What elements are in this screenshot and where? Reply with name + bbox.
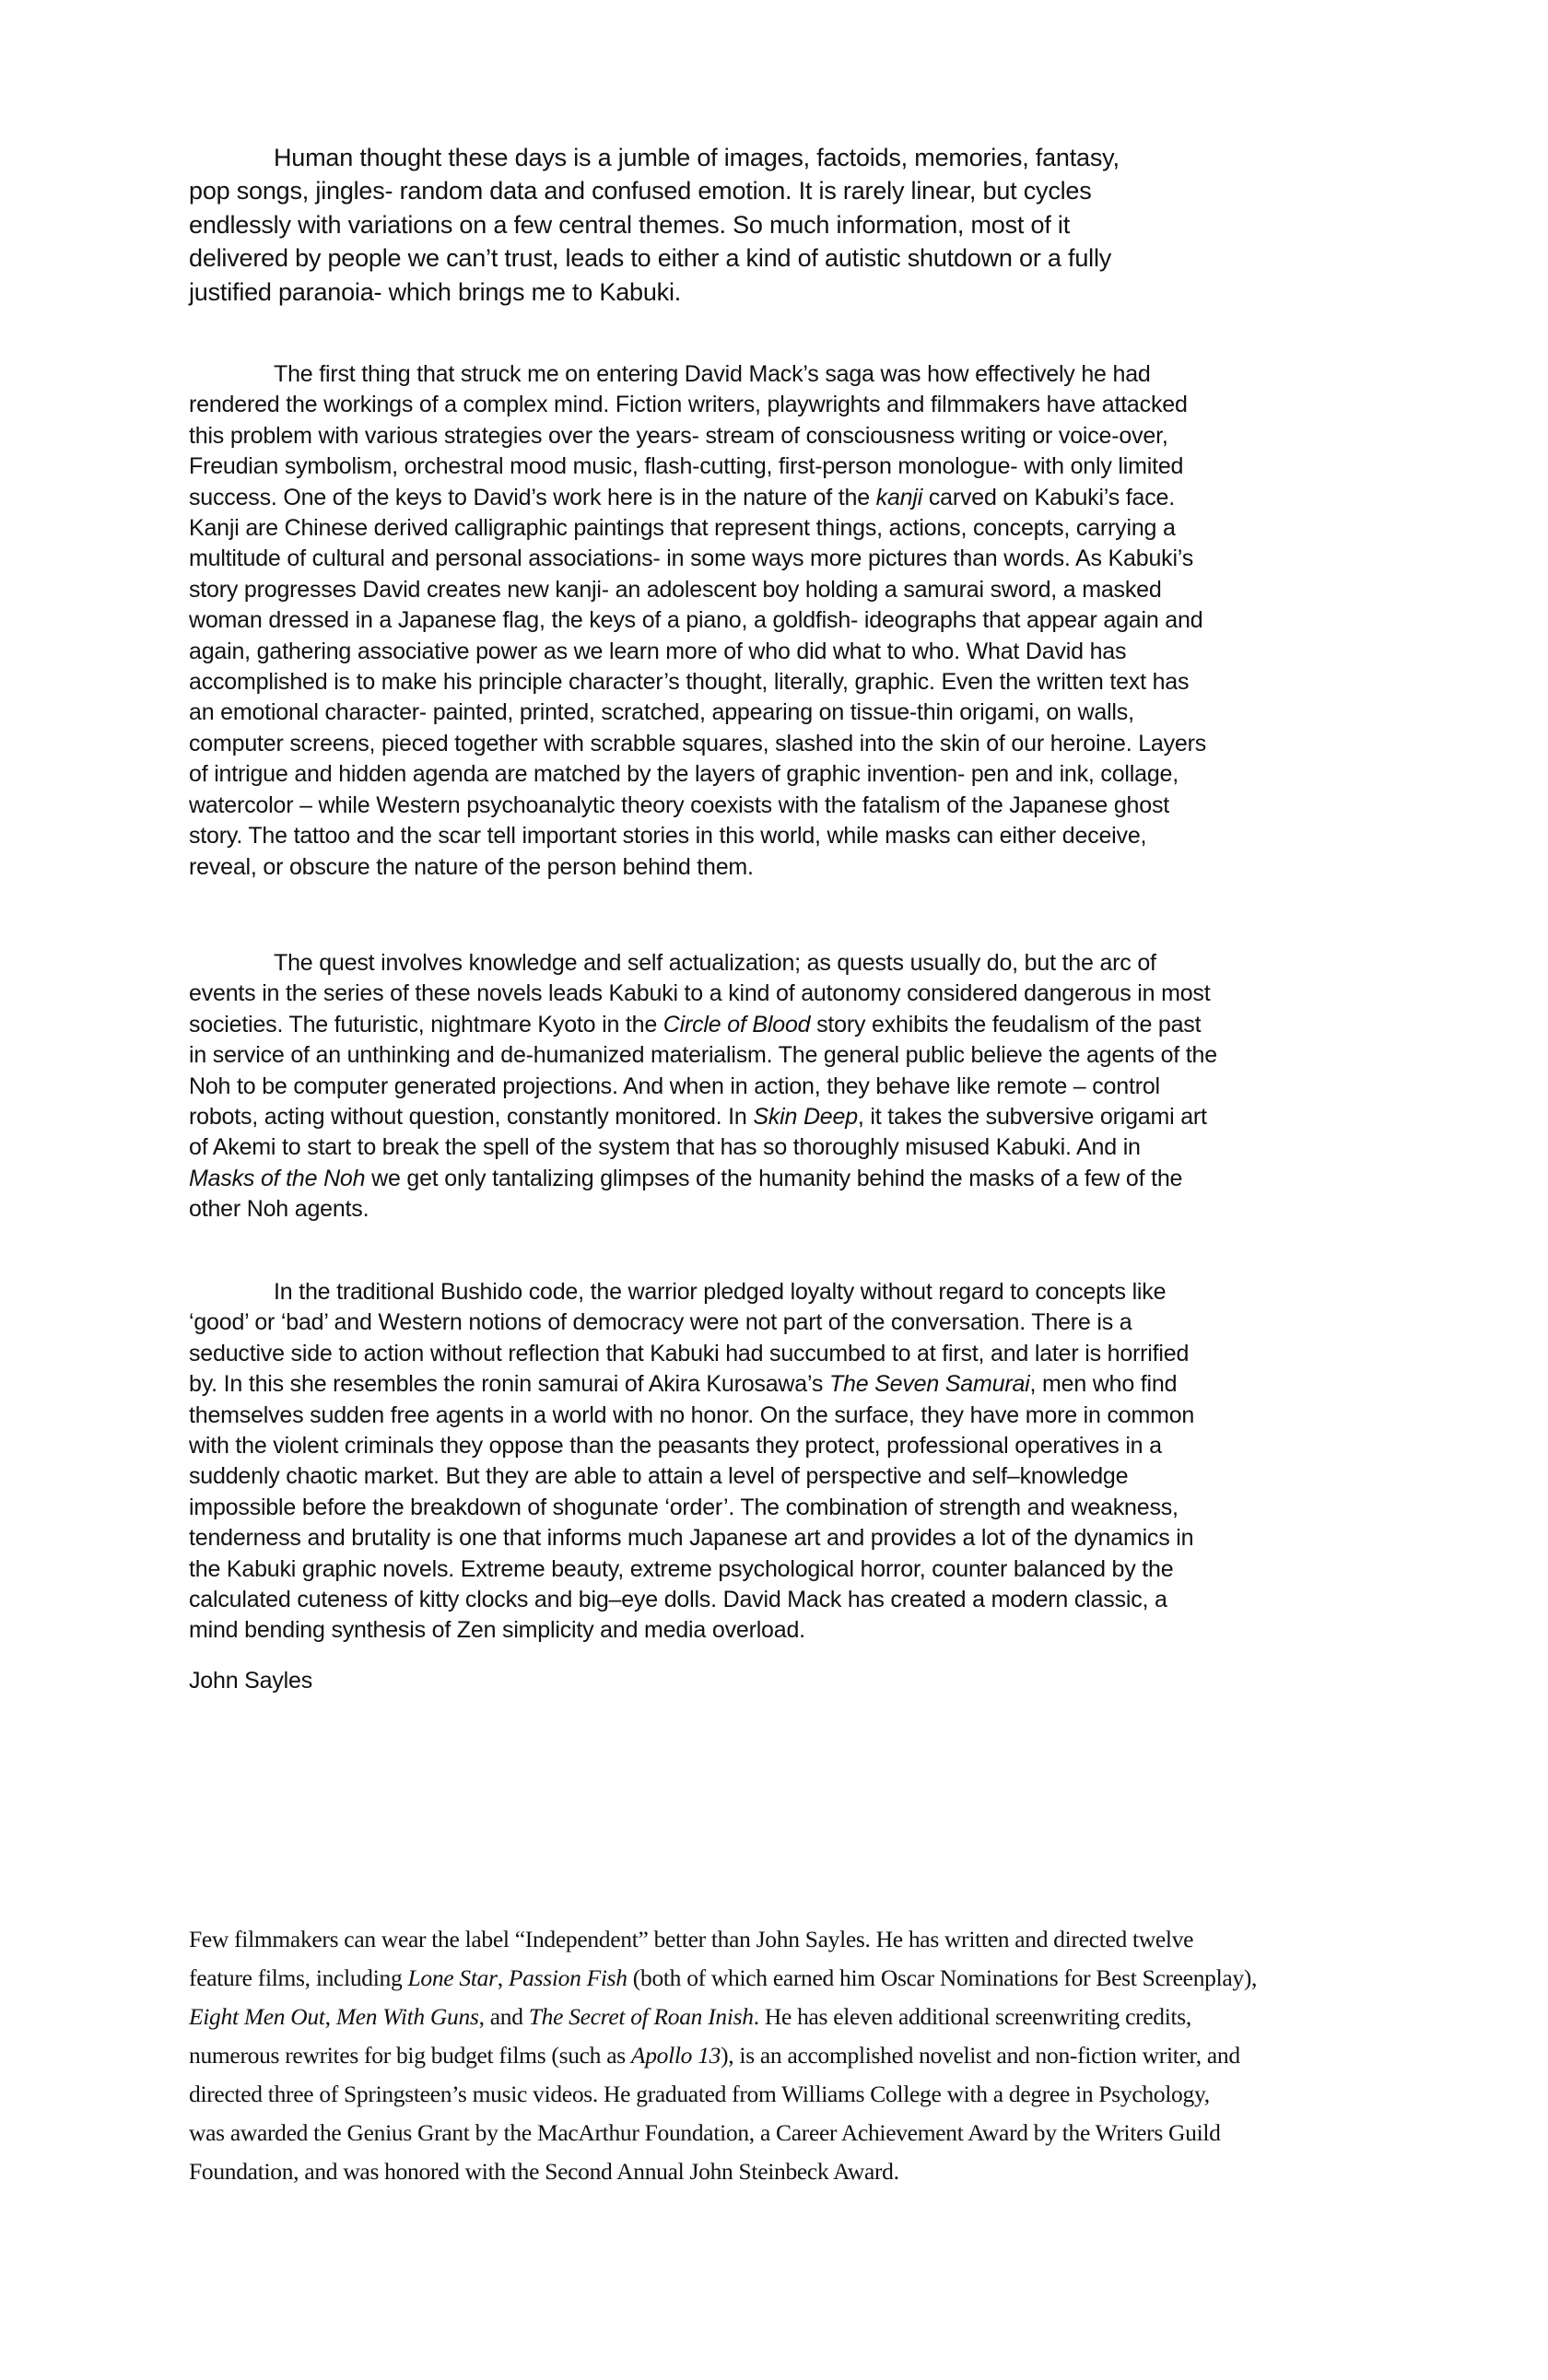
- text-line: [189, 1339, 1355, 1369]
- text-segment: . He has eleven additional screenwriting credits,: [753, 2003, 1192, 2030]
- text-segment: ,: [497, 1964, 509, 1991]
- text-segment: tenderness and brutality is one that informs much Japanese art and provides a lot of the dynamics in: [189, 1525, 1194, 1552]
- text-segment: themselves sudden free agents in a world with no honor. On the surface, they have more in common: [189, 1401, 1195, 1428]
- text-line: [189, 1523, 1355, 1553]
- text-line: [189, 1277, 1355, 1307]
- text-segment: of Akemi to start to break the spell of the system that has so thoroughly misused Kabuki. And in: [189, 1134, 1141, 1161]
- text-line: [189, 1401, 1355, 1431]
- text-line: [189, 637, 1355, 667]
- text-line: [189, 1072, 1355, 1102]
- text-line: [189, 421, 1355, 451]
- text-segment: ,: [324, 2003, 336, 2030]
- text-line: [189, 1010, 1355, 1040]
- text-line: [189, 698, 1355, 728]
- text-line: [189, 1307, 1355, 1338]
- text-line: endlessly with variations on a few central themes. So much information, most of it: [189, 210, 1071, 239]
- text-segment: Freudian symbolism, orchestral mood music, flash-cutting, first-person monologue- with only limited: [189, 453, 1184, 480]
- text-segment: in service of an unthinking and de-humanized materialism. The general public believe the agents of the: [189, 1042, 1217, 1069]
- text-line: [189, 1461, 1355, 1492]
- essay-paragraph-3: [189, 948, 1355, 1225]
- text-segment: was awarded the Genius Grant by the MacArthur Foundation, a Career Achievement Award by the Writers Guild: [189, 2119, 1221, 2146]
- text-segment: calculated cuteness of kitty clocks and big–eye dolls. David Mack has created a modern classic, a: [189, 1587, 1167, 1613]
- text-segment: suddenly chaotic market. But they are able to attain a level of perspective and self–knowledge: [189, 1463, 1129, 1490]
- text-line: [189, 451, 1355, 482]
- italic-title: Eight Men Out: [189, 2003, 325, 2030]
- text-segment: numerous rewrites for big budget films (such as: [189, 2042, 631, 2069]
- text-line: [189, 791, 1355, 821]
- essay-paragraph-4: [189, 1277, 1355, 1647]
- text-segment: ), is an accomplished novelist and non-fiction writer, and: [721, 2042, 1240, 2069]
- text-line: [189, 2114, 1359, 2152]
- italic-title: The Secret of Roan Inish: [528, 2003, 754, 2030]
- italic-title: Masks of the Noh: [189, 1165, 366, 1191]
- text-segment: of intrigue and hidden agenda are matched by the layers of graphic invention- pen and ink, collage,: [189, 761, 1179, 788]
- text-line: [189, 513, 1355, 544]
- text-line: [189, 390, 1355, 420]
- text-line: [189, 1585, 1355, 1615]
- text-segment: feature films, including: [189, 1964, 408, 1991]
- text-segment: Foundation, and was honored with the Second Annual John Steinbeck Award.: [189, 2158, 899, 2185]
- italic-title: Men With Guns: [335, 2003, 479, 2030]
- text-line: [189, 2152, 1359, 2191]
- text-segment: accomplished is to make his principle character’s thought, literally, graphic. Even the written text has: [189, 669, 1190, 696]
- text-segment: by. In this she resembles the ronin samurai of Akira Kurosawa’s: [189, 1371, 829, 1398]
- text-segment: watercolor – while Western psychoanalytic theory coexists with the fatalism of the Japanese ghost: [189, 791, 1170, 818]
- italic-title: Circle of Blood: [663, 1011, 811, 1038]
- text-segment: impossible before the breakdown of shogunate ‘order’. The combination of strength and weakness,: [189, 1494, 1179, 1520]
- text-line: [189, 1194, 1355, 1225]
- italic-title: kanji: [875, 484, 923, 510]
- italic-title: Passion Fish: [508, 1964, 627, 1991]
- italic-title: Apollo 13: [630, 2042, 721, 2069]
- text-line: [189, 1959, 1359, 1998]
- text-line: justified paranoia- which brings me to Kabuki.: [189, 277, 682, 306]
- text-line: [189, 1615, 1355, 1646]
- text-line: [189, 1164, 1355, 1194]
- text-segment: multitude of cultural and personal associations- in some ways more pictures than words. As Kabuki’s: [189, 545, 1194, 572]
- text-segment: (both of which earned him Oscar Nominations for Best Screenplay),: [627, 1964, 1258, 1991]
- text-segment: Noh to be computer generated projections. And when in action, they behave like remote – control: [189, 1073, 1160, 1099]
- text-line: [189, 759, 1355, 790]
- text-line: [189, 729, 1355, 759]
- text-segment: In the traditional Bushido code, the warrior pledged loyalty without regard to concepts like: [274, 1279, 1167, 1305]
- text-line: pop songs, jingles- random data and confused emotion. It is rarely linear, but cycles: [189, 177, 1092, 205]
- text-segment: The first thing that struck me on entering David Mack’s saga was how effectively he had: [274, 361, 1151, 387]
- text-segment: societies. The futuristic, nightmare Kyoto in the: [189, 1011, 663, 1038]
- text-line: [189, 1369, 1355, 1400]
- text-segment: events in the series of these novels leads Kabuki to a kind of autonomy considered dangerous in most: [189, 980, 1211, 1007]
- text-line: [189, 2075, 1359, 2114]
- text-line: [189, 979, 1355, 1009]
- author-bio-paragraph: [189, 1920, 1359, 2191]
- author-signature: John Sayles: [189, 1668, 312, 1694]
- text-segment: Few filmmakers can wear the label “Independent” better than John Sayles. He has written and directed twelve: [189, 1926, 1194, 1952]
- text-segment: we get only tantalizing glimpses of the humanity behind the masks of a few of the: [365, 1165, 1183, 1191]
- text-segment: The quest involves knowledge and self actualization; as quests usually do, but the arc of: [274, 950, 1156, 976]
- text-segment: mind bending synthesis of Zen simplicity and media overload.: [189, 1617, 805, 1644]
- text-segment: woman dressed in a Japanese flag, the keys of a piano, a goldfish- ideographs that appear again and: [189, 607, 1203, 634]
- text-line: [189, 544, 1355, 574]
- text-segment: the Kabuki graphic novels. Extreme beauty, extreme psychological horror, counter balanced by the: [189, 1555, 1174, 1582]
- text-segment: story. The tattoo and the scar tell important stories in this world, while masks can either deceive,: [189, 823, 1147, 850]
- text-line: [189, 821, 1355, 851]
- text-line: [189, 1102, 1355, 1132]
- italic-title: Skin Deep: [753, 1104, 858, 1131]
- text-line: [189, 1998, 1359, 2036]
- text-line: [189, 667, 1355, 698]
- text-segment: directed three of Springsteen’s music videos. He graduated from Williams College with a degree in Psychology,: [189, 2081, 1210, 2107]
- italic-title: The Seven Samurai: [828, 1371, 1030, 1398]
- text-segment: , men who find: [1029, 1371, 1178, 1398]
- text-segment: other Noh agents.: [189, 1196, 369, 1223]
- text-segment: again, gathering associative power as we learn more of who did what to who. What David has: [189, 638, 1127, 664]
- essay-paragraph-1: [189, 141, 1355, 309]
- text-segment: seductive side to action without reflection that Kabuki had succumbed to at first, and later is horrified: [189, 1340, 1190, 1366]
- italic-title: Lone Star: [407, 1964, 498, 1991]
- text-line: [189, 1431, 1355, 1461]
- text-segment: , it takes the subversive origami art: [857, 1104, 1207, 1131]
- text-segment: story progresses David creates new kanji- an adolescent boy holding a samurai sword, a masked: [189, 576, 1162, 603]
- text-line: delivered by people we can’t trust, leads to either a kind of autistic shutdown or a fully: [189, 244, 1112, 273]
- text-segment: carved on Kabuki’s face.: [922, 484, 1175, 510]
- text-line: [189, 605, 1355, 636]
- text-segment: ‘good’ or ‘bad’ and Western notions of democracy were not part of the conversation. There is a: [189, 1309, 1132, 1336]
- text-segment: Kanji are Chinese derived calligraphic paintings that represent things, actions, concepts, carrying a: [189, 515, 1176, 542]
- text-line: [189, 483, 1355, 513]
- text-segment: success. One of the keys to David’s work here is in the nature of the: [189, 484, 876, 510]
- text-line: [189, 852, 1355, 883]
- text-line: [189, 1554, 1355, 1585]
- text-line: Human thought these days is a jumble of images, factoids, memories, fantasy,: [274, 144, 1120, 171]
- text-segment: rendered the workings of a complex mind. Fiction writers, playwrights and filmmakers have attacked: [189, 392, 1188, 418]
- text-segment: with the violent criminals they oppose than the peasants they protect, professional operatives in a: [189, 1433, 1162, 1460]
- text-segment: this problem with various strategies over the years- stream of consciousness writing or voice-over,: [189, 422, 1168, 449]
- text-line: [189, 1040, 1355, 1071]
- text-line: [189, 1920, 1359, 1959]
- text-segment: , and: [478, 2003, 529, 2030]
- text-line: [189, 1132, 1355, 1163]
- text-segment: robots, acting without question, constantly monitored. In: [189, 1104, 754, 1131]
- text-segment: reveal, or obscure the nature of the person behind them.: [189, 853, 754, 880]
- text-line: [189, 948, 1355, 979]
- essay-paragraph-2: [189, 359, 1355, 883]
- text-segment: an emotional character- painted, printed, scratched, appearing on tissue-thin origami, on walls,: [189, 699, 1134, 726]
- text-line: [189, 575, 1355, 605]
- text-segment: story exhibits the feudalism of the past: [810, 1011, 1202, 1038]
- text-line: [189, 1493, 1355, 1523]
- text-segment: computer screens, pieced together with scrabble squares, slashed into the skin of our heroine. Layers: [189, 730, 1207, 756]
- text-line: [189, 2036, 1359, 2075]
- text-line: [189, 359, 1355, 390]
